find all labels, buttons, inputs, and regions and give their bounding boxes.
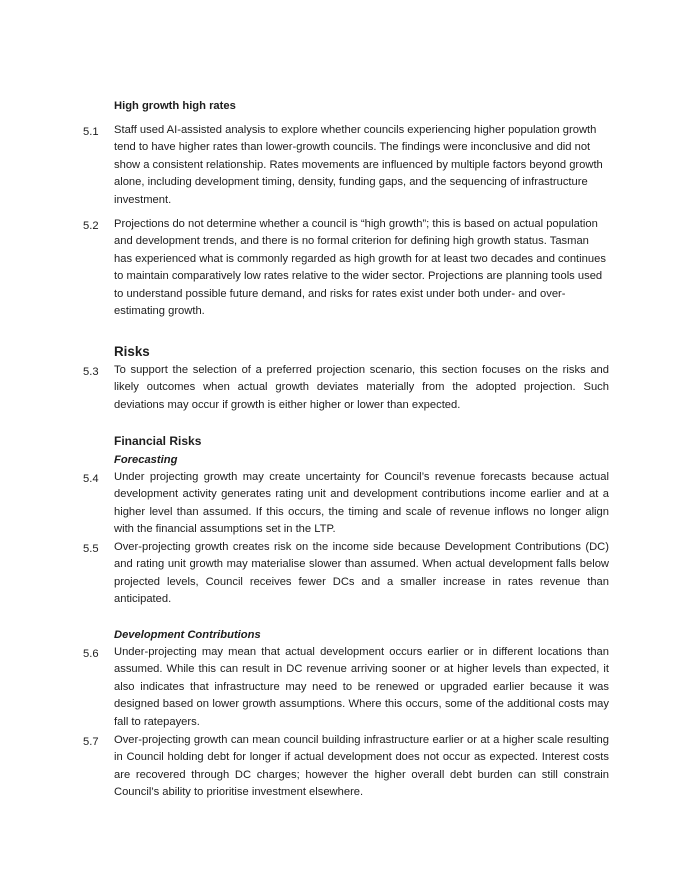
section-heading-high-growth: High growth high rates <box>114 100 236 112</box>
paragraph-number: 5.4 <box>83 473 99 485</box>
paragraph-text: Projections do not determine whether a council is “high growth”; this is based on actual population and development trends, and there is no formal criterion for defining high growth status. Tasman has experienced what is commonly regarded as high growth for at least two decades and continues to maintain comparatively low rates relative to the wider sector. Projections are planning tools used to understand possible future demand, and risks for rates exist under both under- and over-estimating growth. <box>114 218 606 318</box>
section-heading-financial-risks: Financial Risks <box>114 434 202 448</box>
paragraph-text: Staff used AI-assisted analysis to explore whether councils experiencing higher population growth tend to have higher rates than lower-growth councils. The findings were inconclusive and did not show a consistent relationship. Rates movements are influenced by multiple factors beyond growth alone, including development timing, density, funding gaps, and the sequencing of infrastructure investment. <box>114 124 603 206</box>
subheading-development-contributions: Development Contributions <box>114 629 261 641</box>
paragraph-text: Over-projecting growth creates risk on the income side because Development Contributions (DC) and rating unit growth may materialise slower than assumed. When actual development falls below projected levels, Council receives fewer DCs and a smaller increase in rates revenue than anticipated. <box>114 541 609 606</box>
paragraph-number: 5.6 <box>83 648 99 660</box>
paragraph-number: 5.3 <box>83 366 99 378</box>
section-heading-risks: Risks <box>114 344 150 359</box>
paragraph-number: 5.7 <box>83 736 99 748</box>
paragraph-number: 5.1 <box>83 126 99 138</box>
paragraph-text: Under projecting growth may create uncertainty for Council’s revenue forecasts because actual development activity generates rating unit and development contributions income earlier and at a higher level than assumed. If this occurs, the timing and scale of revenue inflows no longer align with the financial assumptions set in the LTP. <box>114 471 609 536</box>
paragraph-number: 5.2 <box>83 220 99 232</box>
paragraph-number: 5.5 <box>83 543 99 555</box>
paragraph-text: Under-projecting may mean that actual development occurs earlier or in different locations than assumed. While this can result in DC revenue arriving sooner or at higher levels than expected, it also indicates that infrastructure may need to be renewed or upgraded earlier because it was designed based on lower growth assumptions. Where this occurs, some of the additional costs may fall to ratepayers. <box>114 646 609 728</box>
paragraph-text: Over-projecting growth can mean council building infrastructure earlier or at a higher scale resulting in Council holding debt for longer if actual development does not occur as expected. Interest costs are recovered through DC charges; however the higher overall debt burden can still constrain Council’s ability to prioritise investment elsewhere. <box>114 734 609 799</box>
paragraph-text: To support the selection of a preferred projection scenario, this section focuses on the risks and likely outcomes when actual growth deviates materially from the adopted projection. Such deviations may occur if growth is either higher or lower than expected. <box>114 364 609 411</box>
subheading-forecasting: Forecasting <box>114 454 178 466</box>
